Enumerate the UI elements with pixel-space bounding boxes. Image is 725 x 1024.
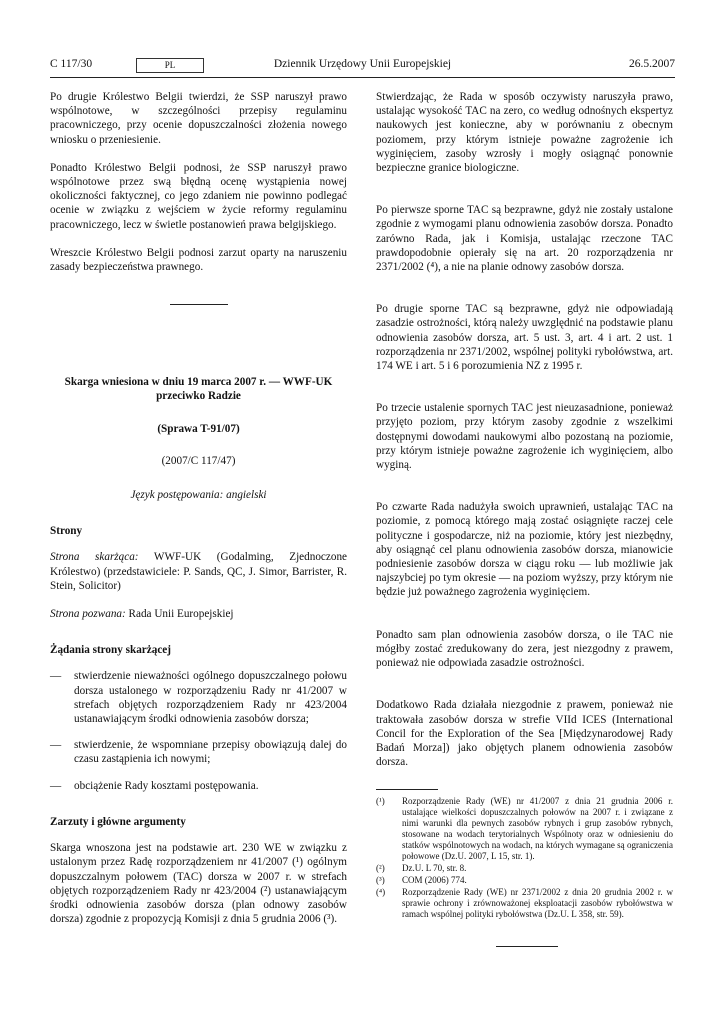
list-item — [50, 669, 347, 726]
paragraph: Po drugie sporne TAC są bezprawne, gdyż nie odpowiadają zasadzie ostrożności, którą należy uwzględnić na podstawie planu odnowienia zasobów dorsza, art. 5 ust. 3, art. 4 i art. 2 ust. 1 rozporządzenia nr 2371/2002, wspólnej polityki rybołówstwa, art. 174 WE i art. 5 i 6 porozumienia NZ z 1995 r. — [376, 303, 673, 373]
publication-date: 26.5.2007 — [629, 58, 675, 70]
footnote-number: (³) — [376, 875, 385, 886]
journal-reference: C 117/30 — [50, 58, 93, 70]
paragraph: Skarga wnoszona jest na podstawie art. 230 WE w związku z ustalonym przez Radę rozporządzeniem nr 41/2007 (¹) ogólnym dopuszczalnym połowem (TAC) dorsza w 2007 r. w strefach objętych rozporządzeniem Rady nr 423/2004 (²) ustanawiającym środki odnowienia zasobów dorsza (plan odnowy zasobów dorsza) zgodnie z propozycją Komisji z dnia 5 grudnia 2006 (³). — [50, 842, 347, 926]
paragraph: Ponadto sam plan odnowienia zasobów dorsza, o ile TAC nie mógłby zostać zredukowany do zera, jest niezgodny z prawem, ponieważ nie odpowiada zasadzie ostrożności. — [376, 628, 673, 670]
footnote — [376, 863, 673, 874]
footnote-number: (¹) — [376, 796, 385, 807]
paragraph: Wreszcie Królestwo Belgii podnosi zarzut oparty na naruszeniu zasady bezpieczeństwa prawnego. — [50, 246, 347, 274]
dash: — — [50, 739, 62, 752]
end-separator — [496, 946, 558, 947]
footnote — [376, 887, 673, 920]
journal-title: Dziennik Urzędowy Unii Europejskiej — [273, 58, 452, 70]
footnote-text: COM (2006) 774. — [402, 875, 467, 886]
paragraph: Po drugie Królestwo Belgii twierdzi, że SSP naruszył prawo wspólnotowe, w szczególności przepisy regulaminu pracowniczego, przy ocenie dopuszczalności złożenia nowego wniosku o przeniesienie. — [50, 91, 347, 146]
pleas-heading: Zarzuty i główne argumenty — [50, 815, 186, 828]
footnote-text: Rozporządzenie Rady (WE) nr 2371/2002 z dnia 20 grudnia 2002 r. w sprawie ochrony i zrównoważonej eksploatacji zasobów rybołówstwa w ramach wspólnej polityki rybołówstwa (Dz.U. L 358, str. 59). — [402, 887, 673, 920]
claim-text: stwierdzenie nieważności ogólnego dopuszczalnego połowu dorsza ustalonego w rozporządzeniu Rady nr 41/2007 w strefach objętych rozporządzeniem Rady nr 423/2004 ustanawiającym środki odnowienia zasobów dorsza; — [74, 670, 347, 726]
case-reference: (2007/C 117/47) — [161, 454, 236, 467]
footnote — [376, 875, 673, 886]
paragraph: Po czwarte Rada nadużyła swoich uprawnień, ustalając TAC na poziomie, z pomocą którego mają zostać osiągnięte raczej cele polityczne i gospodarcze, niż na poziomie, który jest niezbędny, aby osiągnąć cel planu odnowienia zasobów dorsza, mianowicie podniesienie zasobów dorsza w ciągu roku — lub możliwie jak najszybciej po tym okresie — na poziom wyższy, przy którym nie będzie już poważnego zagrożenia wyginięciem. — [376, 501, 673, 599]
left-column — [50, 90, 347, 940]
header-rule — [50, 77, 675, 78]
defendant-label: Strona pozwana: — [50, 608, 126, 621]
page-header — [50, 56, 675, 76]
language-box: PL — [136, 58, 204, 73]
defendant — [50, 607, 347, 621]
list-item — [50, 738, 347, 766]
dash: — — [50, 670, 62, 683]
defendant-text: Rada Unii Europejskiej — [125, 608, 234, 621]
list-item — [50, 779, 347, 793]
parties-heading: Strony — [50, 525, 83, 538]
applicant — [50, 550, 347, 593]
paragraph: Po pierwsze sporne TAC są bezprawne, gdyż nie zostały ustalone zgodnie z wymogami planu odnowienia zasobów dorsza. Ponadto zarówno Rada, jak i Komisja, ustalając rzeczone TAC prawdopodobnie opierały się na art. 20 rozporządzenia nr 2371/2002 (⁴), a nie na planie odnowy zasobów dorsza. — [376, 204, 673, 274]
footnote-rule — [376, 789, 438, 790]
footnote-text: Rozporządzenie Rady (WE) nr 41/2007 z dnia 21 grudnia 2006 r. ustalające wielkości dopuszczalnych połowów na 2007 r. i związane z nimi warunki dla pewnych zasobów rybnych i grup zasobów rybnych, stosowane na wodach terytorialnych Wspólnoty oraz w odniesieniu do statków wspólnotowych na wodach, na których wymagane są ograniczenia połowowe (Dz.U. 2007, L 15, str. 1). — [402, 796, 673, 862]
claim-text: obciążenie Rady kosztami postępowania. — [74, 779, 259, 792]
paragraph: Ponadto Królestwo Belgii podnosi, że SSP naruszył prawo wspólnotowe przez swą błędną ocenę wystąpienia nowej okoliczności faktycznej, co jego zdaniem nie powinno podlegać ocenie w związku z wejściem w życie reformy regulaminu pracowniczego, lecz w świetle postanowień prawa belgijskiego. — [50, 161, 347, 231]
claim-text: stwierdzenie, że wspomniane przepisy obowiązują dalej do czasu zastąpienia ich nowymi; — [74, 739, 347, 766]
applicant-text: WWF-UK (Godalming, Zjednoczone Królestwo) (przedstawiciele: P. Sands, QC, J. Simor, Barrister, R. Stein, Solicitor) — [50, 551, 348, 592]
footnote-number: (⁴) — [376, 887, 386, 898]
section-separator — [170, 304, 228, 305]
case-number: (Sprawa T-91/07) — [157, 422, 240, 435]
right-column — [376, 90, 673, 947]
claims-heading: Żądania strony skarżącej — [50, 644, 171, 657]
paragraph: Stwierdzając, że Rada w sposób oczywisty naruszyła prawo, ustalając wysokość TAC na zero, co według odnośnych ekspertyz naukowych jest konieczne, aby w porównaniu z obecnym poziomem, przy którym istnieje poważne zagrożenie ich wyginięciem, zasoby wzrosły i mogły osiągnąć ponownie bezpieczne granice biologiczne. — [376, 91, 673, 175]
paragraph: Po trzecie ustalenie spornych TAC jest nieuzasadnione, ponieważ przyjęto poziom, przy którym zasoby zgodnie z wszelkimi dostępnymi dowodami naukowymi albo pozostaną na poziomie, przy którym istnieje poważne zagrożenie ich wyginięciem, albo wyginą. — [376, 402, 673, 472]
footnote-text: Dz.U. L 70, str. 8. — [402, 863, 467, 874]
paragraph: Dodatkowo Rada działała niezgodnie z prawem, ponieważ nie traktowała zasobów dorsza w strefie VIId ICES (International Concil for the Exploration of the Sea [Międzynarodowej Rady Badań Morza]) jako objętych planem odnowienia zasobów dorsza. — [376, 699, 673, 769]
footnote — [376, 796, 673, 862]
footnote-number: (²) — [376, 863, 385, 874]
applicant-label: Strona skarżąca: — [50, 551, 139, 564]
case-title: Skarga wniesiona w dniu 19 marca 2007 r. — WWF-UK przeciwko Radzie — [64, 376, 333, 403]
procedure-language: Język postępowania: angielski — [130, 489, 267, 502]
dash: — — [50, 779, 62, 792]
